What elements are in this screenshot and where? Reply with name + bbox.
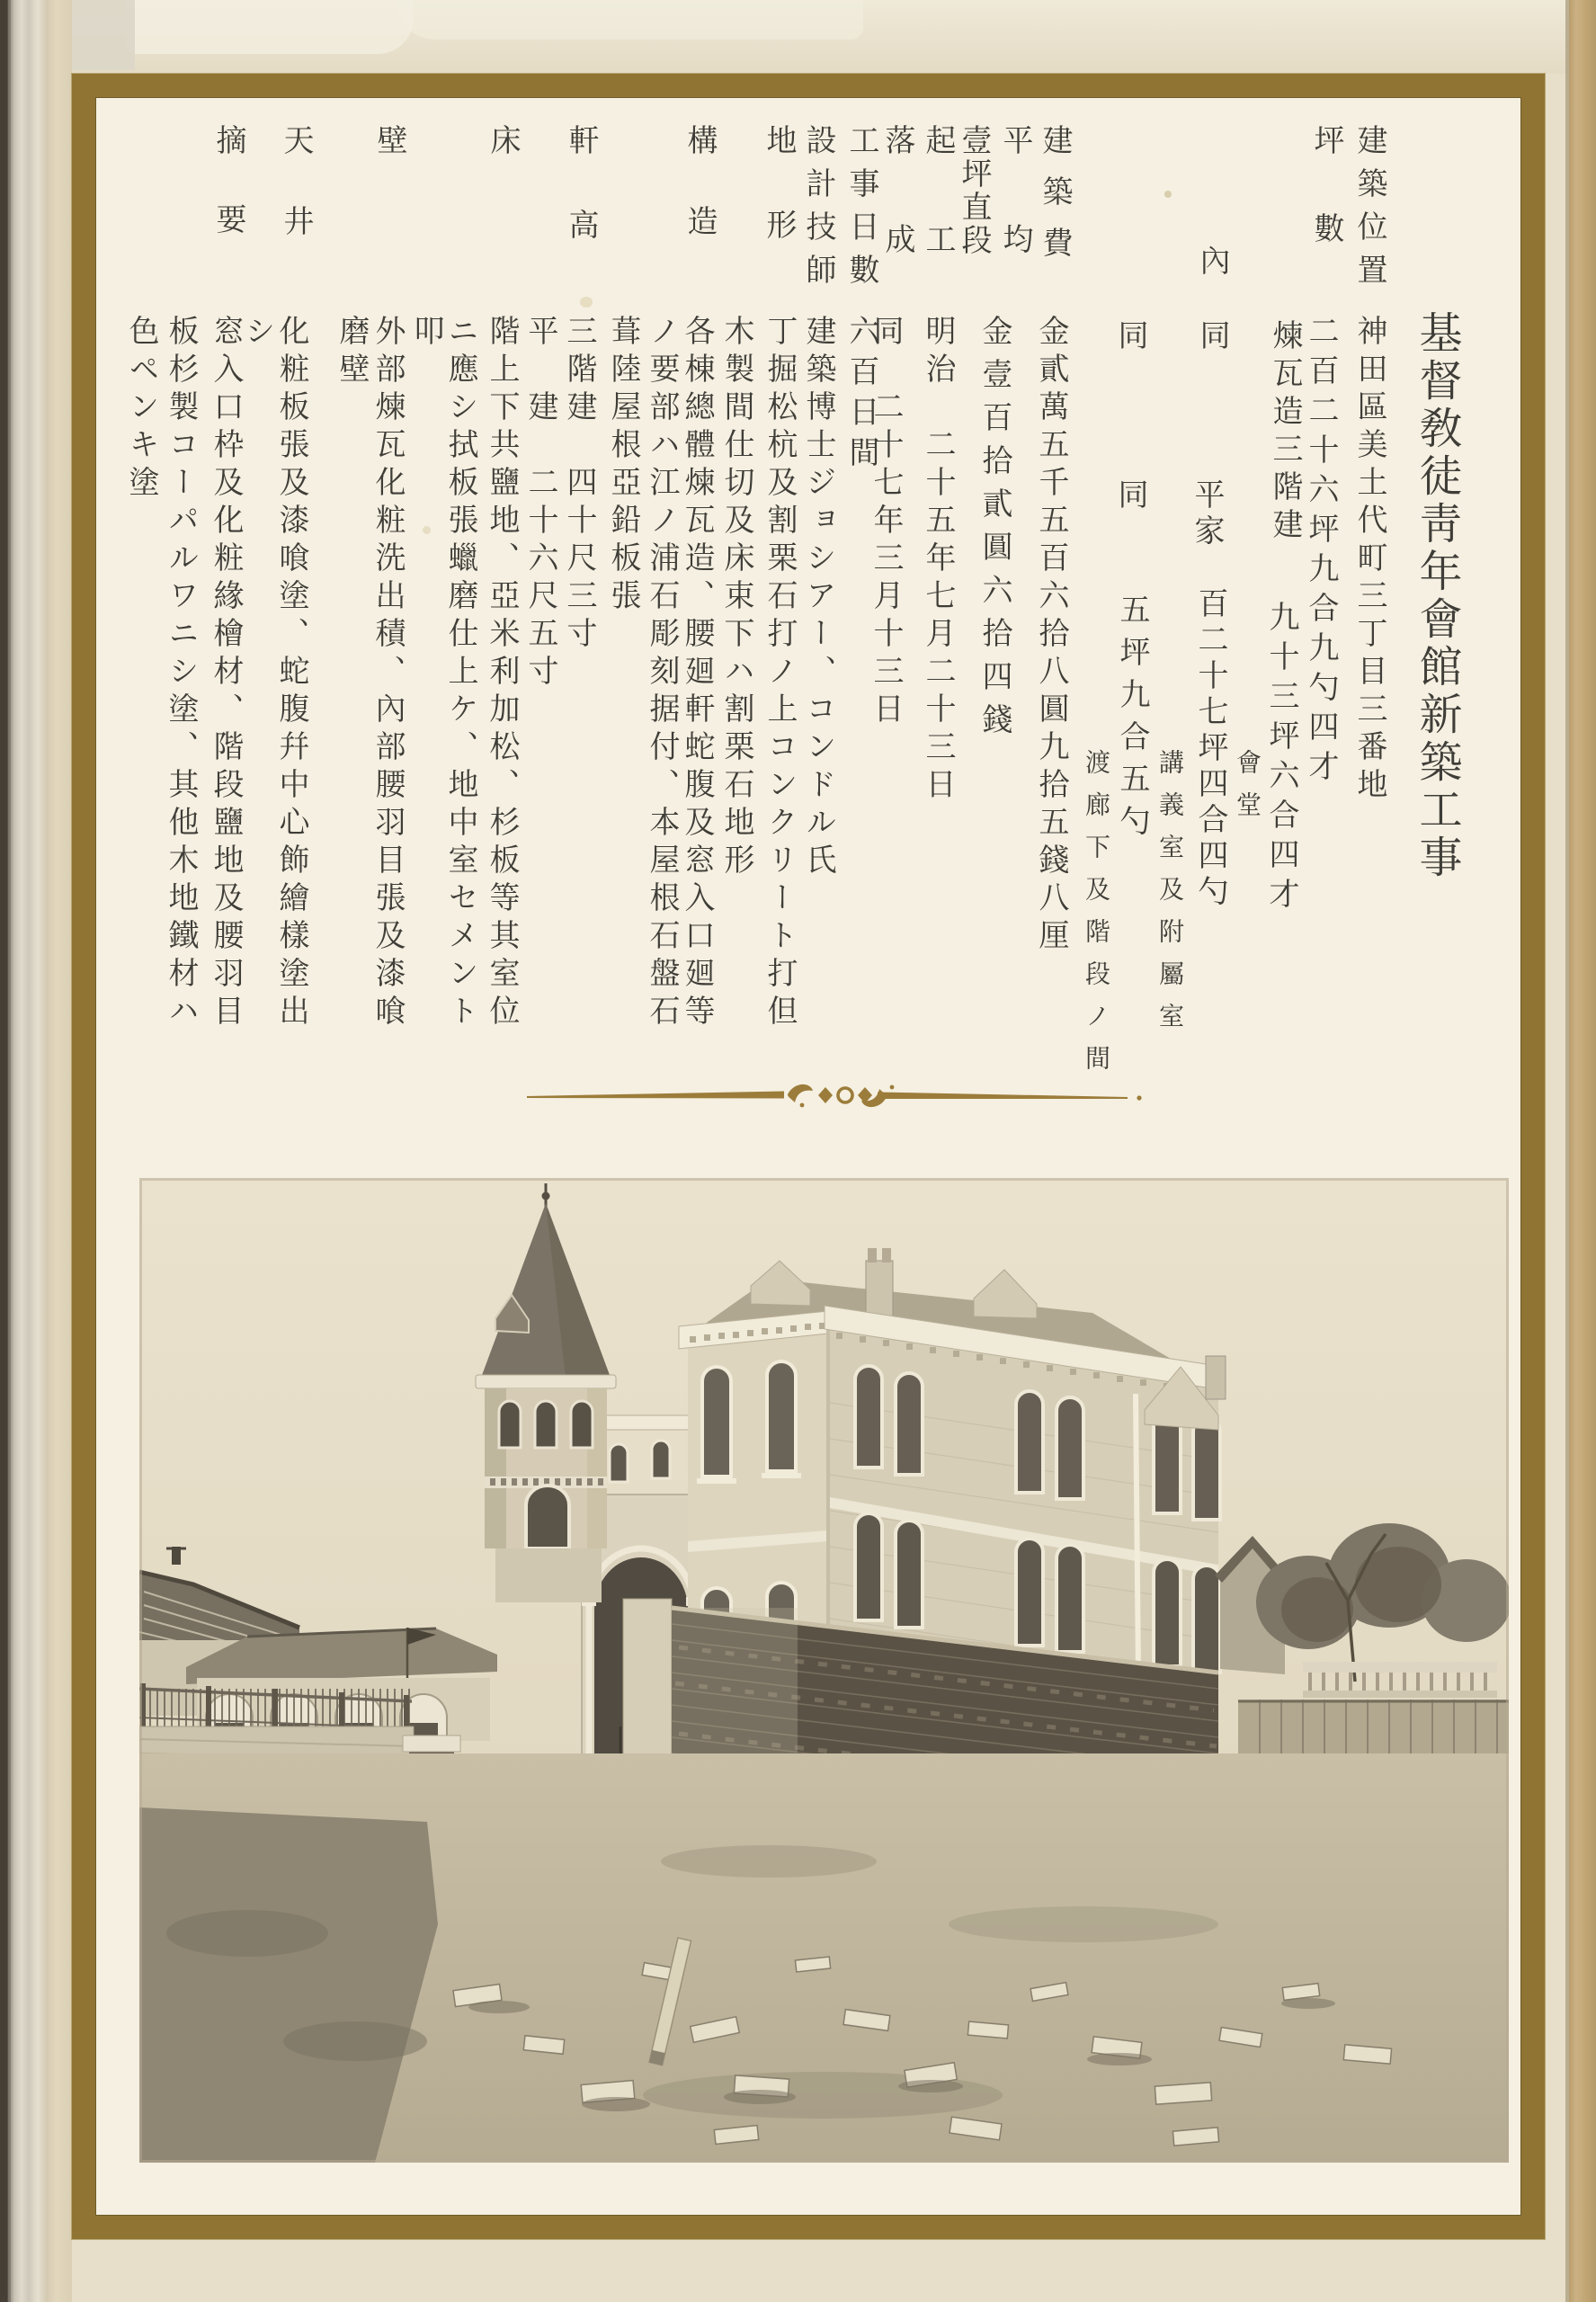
label-avg-2: 均 bbox=[998, 223, 1031, 261]
breakdown-2-use: 講義室及附屬室 bbox=[1155, 749, 1183, 1045]
photograph bbox=[139, 1178, 1509, 2163]
text-block bbox=[0, 0, 1596, 1087]
label-wall: 壁 bbox=[372, 124, 406, 162]
ornamental-divider bbox=[486, 1070, 1169, 1124]
label-cost: 建築費 bbox=[1038, 124, 1071, 278]
label-ceiling-2: 井 bbox=[279, 205, 312, 243]
value-remarks-col2: 板杉製コーパルワニシ塗、其他木地鐵材ハ bbox=[164, 315, 197, 1032]
value-structure-col1: 各棟總體煉瓦造、腰廻軒蛇腹及窓入口廻等 bbox=[680, 315, 713, 1032]
label-floor: 床 bbox=[486, 124, 519, 162]
label-remarks-2: 要 bbox=[211, 203, 245, 241]
breakdown-3-ditto-1: 同 bbox=[1113, 319, 1146, 357]
value-remarks-col1: 窓入口枠及化粧緣檜材、階段鹽地及腰羽目 bbox=[209, 315, 242, 1032]
value-unit-price: 金壹百拾貳圓六拾四錢 bbox=[977, 315, 1011, 746]
label-area-1: 坪 bbox=[1309, 124, 1342, 162]
value-structure-col2: ノ要部ハ江ノ浦石彫刻据付、本屋根石盤石 bbox=[645, 315, 678, 1032]
breakdown-1-area: 九十三坪六合四才 bbox=[1264, 601, 1297, 917]
breakdown-1-type: 煉瓦造三階建 bbox=[1268, 319, 1301, 546]
label-eaves-1: 軒 bbox=[564, 124, 597, 162]
label-ceiling-1: 天 bbox=[279, 124, 312, 162]
label-remarks-1: 摘 bbox=[211, 124, 245, 162]
value-completion-date: 同 二十七年三月十三日 bbox=[869, 315, 902, 730]
divider-rule bbox=[527, 1084, 1142, 1107]
breakdown-3-use: 渡廊下及階段ノ間 bbox=[1082, 749, 1110, 1087]
value-engineer: 建築博士ジョシアー、コンドル氏 bbox=[801, 315, 834, 881]
label-completion-2: 成 bbox=[880, 223, 914, 261]
label-work-days: 工事日數 bbox=[844, 124, 878, 297]
breakdown-marker: 內 bbox=[1195, 245, 1228, 282]
breakdown-2-type: 平家 bbox=[1190, 478, 1223, 550]
label-completion-1: 落 bbox=[880, 124, 914, 162]
small-chimney bbox=[1206, 1356, 1226, 1399]
value-ceiling-col2: シ bbox=[240, 315, 273, 352]
value-wall-col2: 磨壁 bbox=[334, 315, 368, 390]
value-floor-col3: 叩 bbox=[409, 315, 442, 352]
page-title: 基督敎徒靑年會館新築工事 bbox=[1413, 310, 1460, 882]
breakdown-3-ditto-2: 同 bbox=[1113, 478, 1146, 516]
value-area-total: 二百二十六坪九合九勺四才 bbox=[1304, 315, 1337, 790]
value-work-days: 六百日間 bbox=[844, 315, 878, 477]
value-cost: 金貳萬五千五百六拾八圓九拾五錢八厘 bbox=[1034, 315, 1067, 957]
value-eaves-col2: 平 建 二十六尺五寸 bbox=[523, 315, 557, 692]
breakdown-3-area: 五坪九合五勺 bbox=[1115, 593, 1148, 847]
value-structure-col3: 葺陸屋根亞鉛板張 bbox=[606, 315, 639, 617]
value-eaves-col1: 三階建 四十尺三寸 bbox=[562, 315, 595, 655]
value-location: 神田區美土代町三丁目三番地 bbox=[1352, 315, 1386, 806]
breakdown-2-area: 百二十七坪四合四勺 bbox=[1193, 587, 1226, 911]
label-eaves-2: 高 bbox=[564, 209, 597, 246]
value-ground-col1: 丁掘松杭及割栗石打ノ上コンクリート打但 bbox=[762, 315, 796, 1032]
label-engineer: 設計技師 bbox=[801, 124, 834, 297]
label-avg-1: 平 bbox=[998, 124, 1031, 162]
breakdown-2-ditto: 同 bbox=[1195, 319, 1228, 357]
value-floor-col1: 階上下共鹽地、亞米利加松、杉板等其室位 bbox=[485, 315, 518, 1032]
label-location: 建築位置 bbox=[1352, 124, 1386, 297]
label-ground-1: 地 bbox=[762, 124, 795, 162]
label-start-2: 工 bbox=[921, 223, 954, 261]
value-ceiling-col1: 化粧板張及漆喰塗、蛇腹幷中心飾繪樣塗出 bbox=[274, 315, 308, 1032]
value-remarks-col3: 色ペンキ塗 bbox=[124, 315, 157, 504]
value-start-date: 明治 二十五年七月二十三日 bbox=[921, 315, 954, 806]
value-floor-col2: ニ應シ拭板張蠟磨仕上ケ、地中室セメント bbox=[443, 315, 477, 1032]
tower-arch-windows bbox=[499, 1401, 593, 1448]
breakdown-1-use: 會堂 bbox=[1233, 749, 1261, 834]
label-start-1: 起 bbox=[921, 124, 954, 162]
label-area-2: 數 bbox=[1309, 212, 1342, 250]
label-structure-1: 構 bbox=[682, 124, 716, 162]
value-wall-col1: 外部煉瓦化粧洗出積、內部腰羽目張及漆喰 bbox=[370, 315, 404, 1032]
label-structure-2: 造 bbox=[682, 205, 716, 243]
label-avg-unit: 壹坪直段 bbox=[957, 124, 990, 257]
label-ground-2: 形 bbox=[762, 209, 795, 246]
value-ground-col2: 木製間仕切及床束下ハ割栗石地形 bbox=[719, 315, 753, 881]
